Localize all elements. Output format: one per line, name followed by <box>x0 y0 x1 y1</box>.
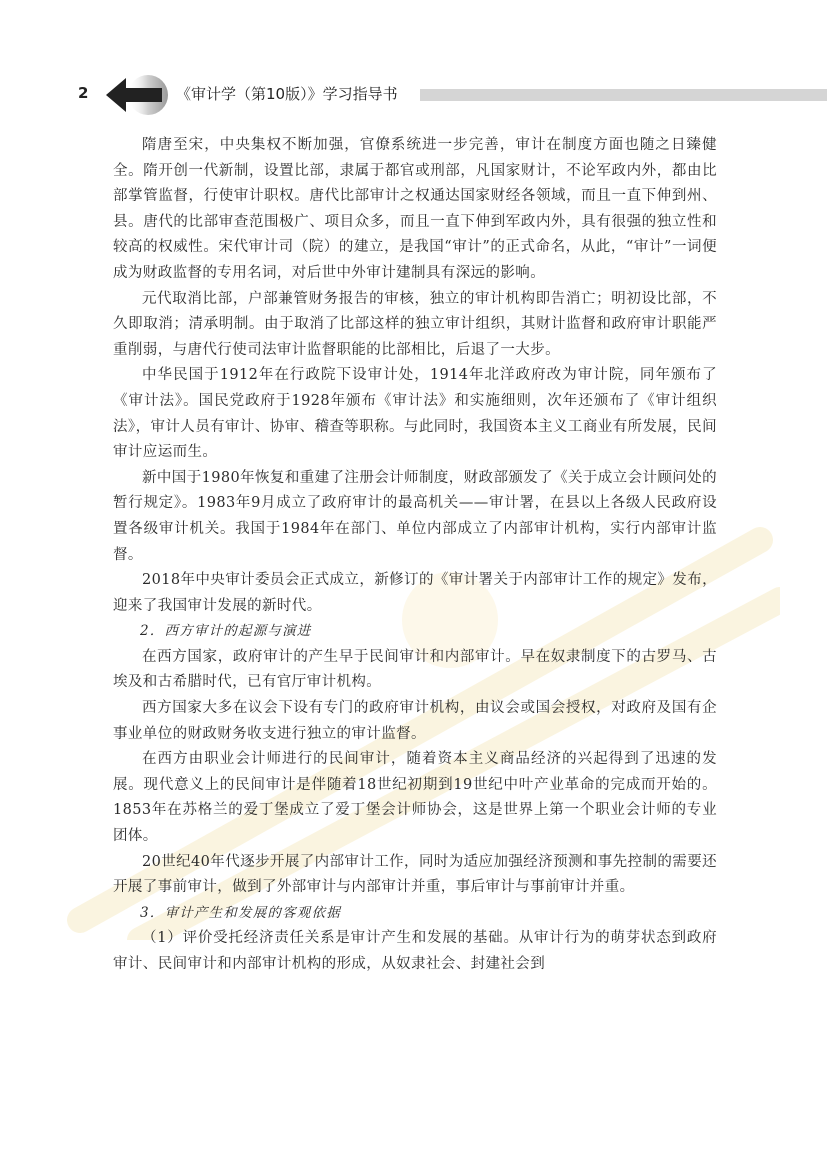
paragraph: 元代取消比部，户部兼管财务报告的审核，独立的审计机构即告消亡；明初设比部，不久即取消；清承明制。由于取消了比部这样的独立审计组织，其财计监督和政府审计职能严重削弱，与唐代行使司法审计监督职能的比部相比，后退了一大步。 <box>113 290 717 358</box>
page-number: 2 <box>78 84 89 102</box>
paragraph: 西方国家大多在议会下设有专门的政府审计机构，由议会或国会授权，对政府及国有企事业单位的财政财务收支进行独立的审计监督。 <box>113 700 717 742</box>
section-heading: 3．审计产生和发展的客观依据 <box>140 904 341 921</box>
page-header <box>0 70 827 120</box>
header-bar <box>420 89 827 101</box>
paragraph: 新中国于1980年恢复和重建了注册会计师制度，财政部颁发了《关于成立会计顾问处的暂行规定》。1983年9月成立了政府审计的最高机关——审计署，在县以上各级人民政府设置各级审计机关。我国于1984年在部门、单位内部成立了内部审计机构，实行内部审计监督。 <box>113 469 717 563</box>
paragraph: 2018年中央审计委员会正式成立，新修订的《审计署关于内部审计工作的规定》发布，迎来了我国审计发展的新时代。 <box>113 572 717 614</box>
page-body <box>113 133 717 978</box>
paragraph: 隋唐至宋，中央集权不断加强，官僚系统进一步完善，审计在制度方面也随之日臻健全。隋开创一代新制，设置比部，隶属于都官或刑部，凡国家财计，不论军政内外，都由比部掌管监督，行使审计职权。唐代比部审计之权通达国家财经各领域，而且一直下伸到州、县。唐代的比部审查范围极广、项目众多，而且一直下伸到军政内外，具有很强的独立性和较高的权威性。宋代审计司（院）的建立，是我国“审计”的正式命名，从此，“审计”一词便成为财政监督的专用名词，对后世中外审计建制具有深远的影响。 <box>113 137 717 281</box>
paragraph: 在西方国家，政府审计的产生早于民间审计和内部审计。早在奴隶制度下的古罗马、古埃及和古希腊时代，已有官厅审计机构。 <box>113 648 717 691</box>
paragraph: （1）评价受托经济责任关系是审计产生和发展的基础。从审计行为的萌芽状态到政府审计、民间审计和内部审计机构的形成，从奴隶社会、封建社会到 <box>113 930 717 972</box>
paragraph: 在西方由职业会计师进行的民间审计，随着资本主义商品经济的兴起得到了迅速的发展。现代意义上的民间审计是伴随着18世纪初期到19世纪中叶产业革命的完成而开始的。1853年在苏格兰的爱丁堡成立了爱丁堡会计师协会，这是世界上第一个职业会计师的专业团体。 <box>113 751 717 845</box>
section-heading: 2．西方审计的起源与演进 <box>140 623 312 640</box>
paragraph: 中华民国于1912年在行政院下设审计处，1914年北洋政府改为审计院，同年颁布了《审计法》。国民党政府于1928年颁布《审计法》和实施细则，次年还颁布了《审计组织法》，审计人员有审计、协审、稽查等职称。与此同时，我国资本主义工商业有所发展，民间审计应运而生。 <box>113 367 717 461</box>
arrow-left-icon <box>104 74 170 116</box>
book-title: 《审计学（第10版）》学习指导书 <box>176 85 398 103</box>
paragraph: 20世纪40年代逐步开展了内部审计工作，同时为适应加强经济预测和事先控制的需要还开展了事前审计，做到了外部审计与内部审计并重，事后审计与事前审计并重。 <box>113 853 717 896</box>
